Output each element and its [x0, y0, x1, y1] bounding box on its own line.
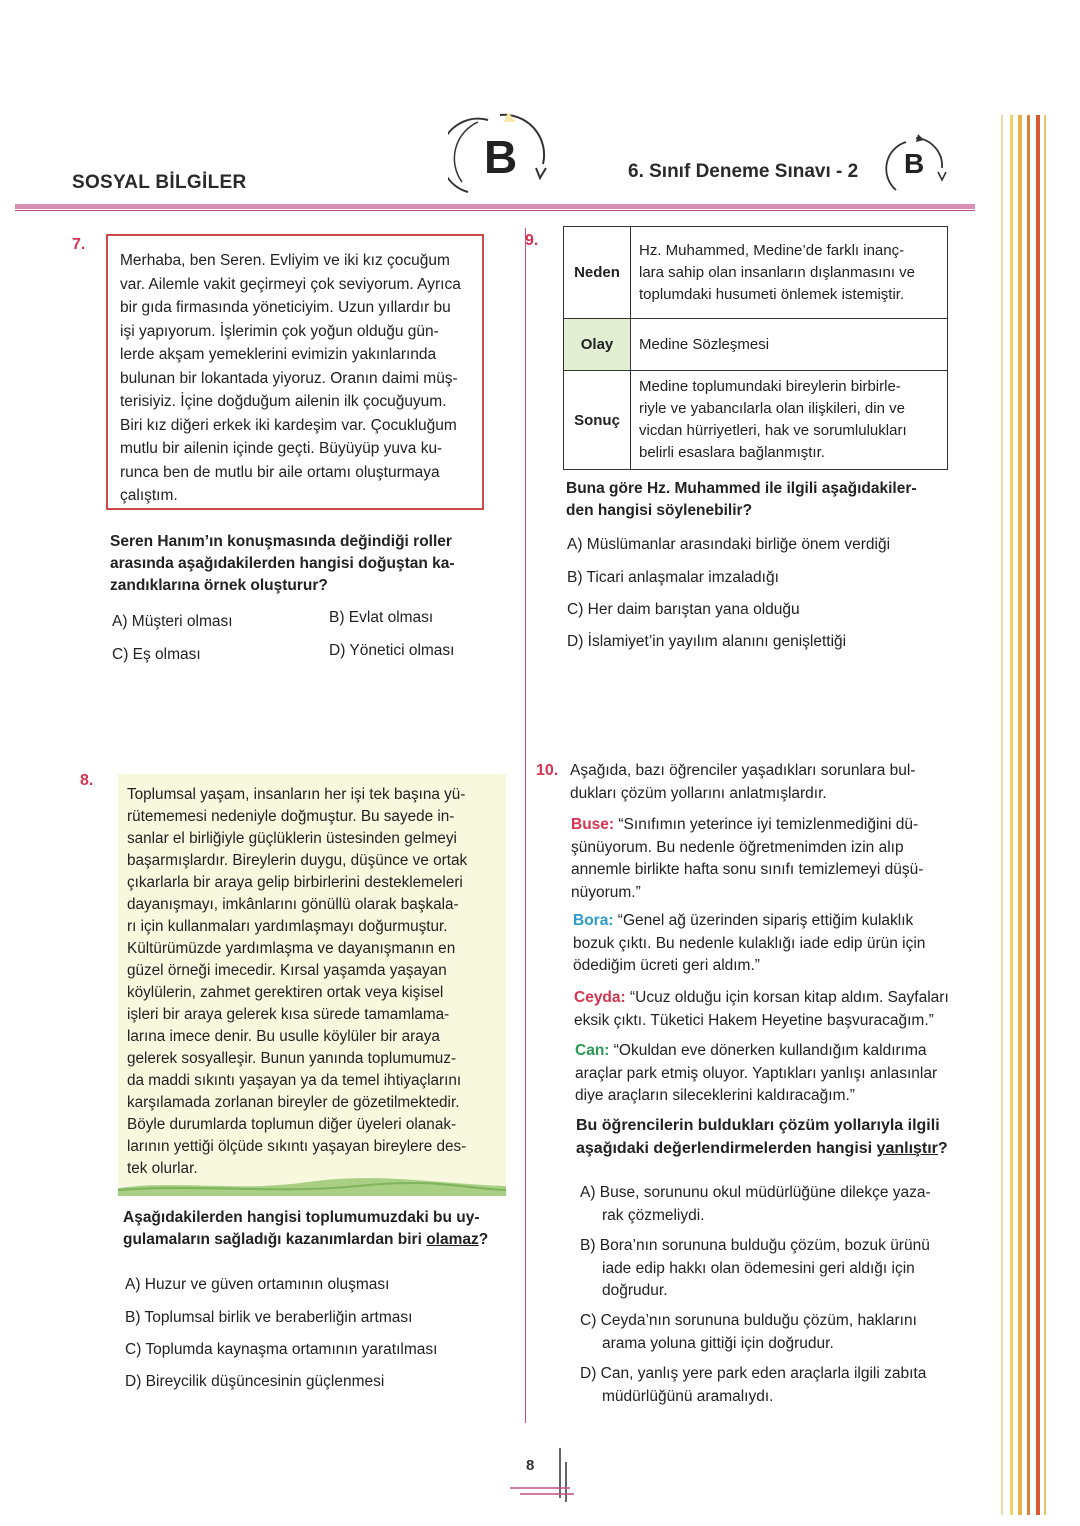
grass-decoration	[118, 1170, 506, 1196]
student-quote: ödediğim ücreti geri aldım.”	[573, 957, 760, 974]
q8-line: köylülerin, zahmet gerektiren ortak veya kişisel	[127, 984, 444, 1001]
q10-student-can	[575, 1040, 937, 1108]
q8-passage-box	[118, 774, 506, 1186]
q8-line: dayanışmayı, imkânlarını gönüllü olarak başkala-	[127, 896, 459, 913]
subject-title: SOSYAL BİLGİLER	[72, 172, 247, 193]
table-cell	[631, 227, 948, 319]
student-quote: diye araçların sileceklerini kaldıracağım.”	[575, 1087, 855, 1104]
table-cell	[631, 319, 948, 371]
q9-option-a[interactable]: A) Müslümanlar arasındaki birliğe önem verdiği	[567, 536, 891, 553]
q7-question	[110, 531, 455, 597]
q10-intro-line: dukları çözüm yollarını anlatmışlardır.	[570, 784, 827, 802]
question-number-10: 10.	[536, 762, 559, 779]
q10-question-line	[576, 1137, 948, 1160]
table-cell-line: Hz. Muhammed, Medine’de farklı inanç-	[639, 241, 905, 259]
q7-option-b[interactable]: B) Evlat olması	[329, 609, 434, 626]
q10-student-bora	[573, 910, 925, 978]
q8-line: tek olurlar.	[127, 1160, 198, 1177]
q10-question-emphasis: yanlıştır	[876, 1140, 938, 1157]
option-line: rak çözmeliydi.	[602, 1206, 705, 1224]
student-name: Buse:	[571, 816, 615, 833]
table-cell-line: lara sahip olan insanların dışlanmasını ve	[639, 263, 915, 281]
q10-intro-line: Aşağıda, bazı öğrenciler yaşadıkları sorunlara bul-	[570, 762, 916, 779]
table-row	[564, 319, 948, 371]
q10-option-d[interactable]	[580, 1363, 926, 1408]
booklet-badge-large	[448, 112, 558, 202]
table-cell-line: belirli esaslara bağlanmıştır.	[639, 444, 825, 461]
option-line: C) Ceyda’nın sorununa bulduğu çözüm, haklarını	[580, 1312, 917, 1329]
q10-student-line	[573, 910, 925, 933]
edge-stripe	[1027, 115, 1030, 1515]
q10-student-buse	[571, 814, 923, 904]
booklet-letter-small: B	[904, 148, 925, 179]
student-quote: “Ucuz olduğu için korsan kitap aldım. Sayfaları	[630, 989, 949, 1006]
table-cell	[631, 371, 948, 470]
student-quote: bozuk çıktı. Bu nedenle kulaklığı iade edip ürün için	[573, 934, 926, 952]
q8-line: larının yettiği ölçüde sıkıntı yaşayan bireylere des-	[127, 1138, 467, 1155]
student-quote: “Sınıfımın yeterince iyi temizlenmediğini dü-	[618, 816, 919, 833]
student-quote: şünüyorum. Bu nedenle öğretmenimden izin alıp	[571, 838, 904, 856]
q8-option-c[interactable]: C) Toplumda kaynaşma ortamının yaratılması	[125, 1341, 438, 1358]
q10-student-line	[571, 814, 923, 837]
q8-line: da maddi sıkıntı yaşayan ya da temel ihtiyaçlarını	[127, 1072, 462, 1089]
q7-line: lerde akşam yemeklerini evimizin yakınlarında	[120, 346, 437, 363]
q7-option-d[interactable]: D) Yönetici olması	[329, 642, 455, 659]
q7-line: çalıştım.	[120, 487, 178, 504]
q10-question-text: aşağıdaki değerlendirmelerden hangisi	[576, 1140, 877, 1157]
student-quote: annemle birlikte hafta sonu sınıfı temizlemeyi düşü-	[571, 861, 924, 878]
edge-stripe	[1036, 115, 1040, 1515]
table-cell-line: vicdan hürriyetleri, hak ve sorumlulukları	[639, 422, 907, 439]
q8-line: rı için kullanmaları yardımlaşmayı doğurmuştur.	[127, 918, 448, 935]
q8-line: Toplumsal yaşam, insanların her işi tek başına yü-	[127, 786, 466, 803]
option-line: A) Buse, sorununu okul müdürlüğüne dilekçe yaza-	[580, 1184, 931, 1201]
option-line: arama yoluna gittiği için doğrudur.	[602, 1334, 834, 1352]
q7-question-line: zandıklarına örnek oluşturur?	[110, 577, 328, 594]
q8-line: Böyle durumlarda toplumun diğer üyeleri olanak-	[127, 1116, 457, 1133]
q10-option-b[interactable]	[580, 1235, 930, 1303]
booklet-badge-small	[884, 134, 950, 198]
option-line: iade edip hakkı olan ödemesini geri aldığı için	[602, 1259, 915, 1277]
q8-line: karşılamada zorlanan bireyler de gözetilmektedir.	[127, 1094, 460, 1111]
header-rule	[15, 204, 975, 209]
q7-passage-box	[106, 234, 484, 510]
student-quote: “Genel ağ üzerinden sipariş ettiğim kulaklık	[617, 912, 914, 929]
q8-line: güzel örneği imecedir. Kırsal yaşamda yaşayan	[127, 962, 447, 979]
q9-option-c[interactable]: C) Her daim barıştan yana olduğu	[567, 601, 800, 618]
q9-option-d[interactable]: D) İslamiyet’in yayılım alanını genişlettiği	[567, 633, 847, 650]
student-quote: nüyorum.”	[571, 883, 641, 901]
q9-question	[566, 478, 917, 522]
q8-option-a[interactable]: A) Huzur ve güven ortamının oluşması	[125, 1276, 390, 1293]
option-line: doğrudur.	[602, 1282, 668, 1299]
table-label: Sonuç	[564, 371, 631, 470]
table-label: Olay	[564, 319, 631, 371]
q9-option-b[interactable]: B) Ticari anlaşmalar imzaladığı	[567, 569, 779, 586]
q7-option-c[interactable]: C) Eş olması	[112, 646, 201, 663]
q8-line: rütememesi nedeniyle doğmuştur. Bu sayede in-	[127, 808, 455, 825]
student-quote: “Okuldan eve dönerken kullandığım kaldırıma	[613, 1042, 927, 1059]
q8-question	[123, 1207, 488, 1251]
table-row	[564, 371, 948, 470]
q10-student-line	[574, 987, 949, 1010]
q7-line: var. Ailemle vakit geçirmeyi çok seviyorum. Ayrıca	[120, 275, 461, 293]
q9-question-line: den hangisi söylenebilir?	[566, 502, 753, 519]
table-cell-line: riyle ve yabancılarla olan ilişkileri, din ve	[639, 400, 905, 417]
q10-option-a[interactable]	[580, 1182, 931, 1227]
q7-option-a[interactable]: A) Müşteri olması	[112, 613, 233, 630]
question-number-8: 8.	[80, 772, 94, 789]
q8-line: çıkarlarla bir araya gelip birbirlerini desteklemeleri	[127, 874, 463, 891]
table-cell-line: Medine toplumundaki bireylerin birbirle-	[639, 378, 901, 395]
q7-line: runca ben de mutlu bir aile ortamı oluşturmaya	[120, 463, 440, 481]
header-rule-thin	[15, 210, 975, 211]
q10-question-mark: ?	[937, 1140, 948, 1157]
q7-line: işi yapıyorum. İşlerimin çok yoğun olduğu gün-	[120, 322, 439, 340]
q8-question-line: Aşağıdakilerden hangisi toplumumuzdaki bu uy-	[123, 1209, 480, 1226]
q10-question-line: Bu öğrencilerin buldukları çözüm yollarıyla ilgili	[576, 1117, 940, 1134]
q8-question-mark: ?	[478, 1231, 489, 1248]
student-name: Bora:	[573, 912, 614, 929]
table-cell-line: Medine Sözleşmesi	[639, 335, 770, 353]
q9-question-line: Buna göre Hz. Muhammed ile ilgili aşağıdakiler-	[566, 480, 917, 497]
q8-option-b[interactable]: B) Toplumsal birlik ve beraberliğin artması	[125, 1309, 413, 1326]
option-line: müdürlüğünü aramalıydı.	[602, 1387, 774, 1405]
student-name: Can:	[575, 1042, 610, 1059]
q8-line: başarmışlardır. Bireylerin duygu, düşünce ve ortak	[127, 852, 468, 869]
q10-intro	[570, 760, 916, 805]
table-row	[564, 227, 948, 319]
q10-student-ceyda	[574, 987, 949, 1032]
q8-line: işleri bir araya gelerek kısa sürede tamamlama-	[127, 1006, 450, 1023]
table-label: Neden	[564, 227, 631, 319]
student-quote: eksik çıktı. Tüketici Hakem Heyetine başvuracağım.”	[574, 1011, 934, 1029]
q7-line: mutlu bir ailenin içinde geçti. Büyüyüp yuva ku-	[120, 440, 443, 457]
edge-stripe	[1001, 115, 1003, 1515]
q7-question-line: arasında aşağıdakilerden hangisi doğuştan ka-	[110, 555, 455, 572]
q8-line: gelerek sosyalleşir. Bunun yanında toplumumuz-	[127, 1050, 457, 1067]
q7-line: bulunan bir lokantada yiyoruz. Oranın daimi müş-	[120, 369, 458, 387]
q10-student-line	[575, 1040, 937, 1063]
exam-title: 6. Sınıf Deneme Sınavı - 2	[628, 161, 859, 182]
q10-question	[576, 1114, 948, 1160]
q10-option-c[interactable]	[580, 1310, 917, 1355]
q8-question-text: gulamaların sağladığı kazanımlardan biri	[123, 1231, 427, 1248]
q7-line: Merhaba, ben Seren. Evliyim ve iki kız çocuğum	[120, 252, 450, 269]
edge-stripe	[1044, 115, 1046, 1515]
question-number-7: 7.	[72, 236, 86, 253]
q7-question-line: Seren Hanım’ın konuşmasında değindiği roller	[110, 533, 452, 550]
question-number-9: 9.	[525, 232, 539, 249]
q7-line: Biri kız diğeri erkek iki kardeşim var. Çocukluğum	[120, 416, 457, 434]
q8-line: Kültürümüzde yardımlaşma ve dayanışmanın en	[127, 940, 456, 957]
edge-stripe	[1010, 115, 1013, 1515]
q8-line: sanlar el birliğiyle güçlüklerin üstesinden gelmeyi	[127, 830, 457, 847]
q8-question-emphasis: olamaz	[426, 1231, 479, 1248]
page-number: 8	[526, 1457, 535, 1474]
option-line: D) Can, yanlış yere park eden araçlarla ilgili zabıta	[580, 1365, 927, 1382]
edge-stripe	[1018, 115, 1022, 1515]
page-number-decoration	[508, 1442, 578, 1504]
student-name: Ceyda:	[574, 989, 626, 1006]
student-quote: araçlar park etmiş oluyor. Yaptıkları yanlışı anlasınlar	[575, 1064, 938, 1082]
q8-question-line	[123, 1229, 488, 1251]
option-line: B) Bora’nın sorununa bulduğu çözüm, bozuk ürünü	[580, 1237, 930, 1254]
q7-line: bir gıda firmasında yöneticiyim. Uzun yıllardır bu	[120, 299, 451, 316]
q8-option-d[interactable]: D) Bireycilik düşüncesinin güçlenmesi	[125, 1373, 385, 1390]
q7-line: terisiyiz. İçine doğduğum ailenin ilk çocuğuyum.	[120, 393, 447, 410]
table-cell-line: toplumdaki husumeti önlemek istemiştir.	[639, 285, 905, 303]
booklet-letter-large: B	[484, 131, 518, 183]
q8-line: larına imece denir. Bu usulle köylüler bir araya	[127, 1028, 440, 1045]
column-divider	[525, 228, 526, 1423]
q9-table	[563, 226, 948, 470]
